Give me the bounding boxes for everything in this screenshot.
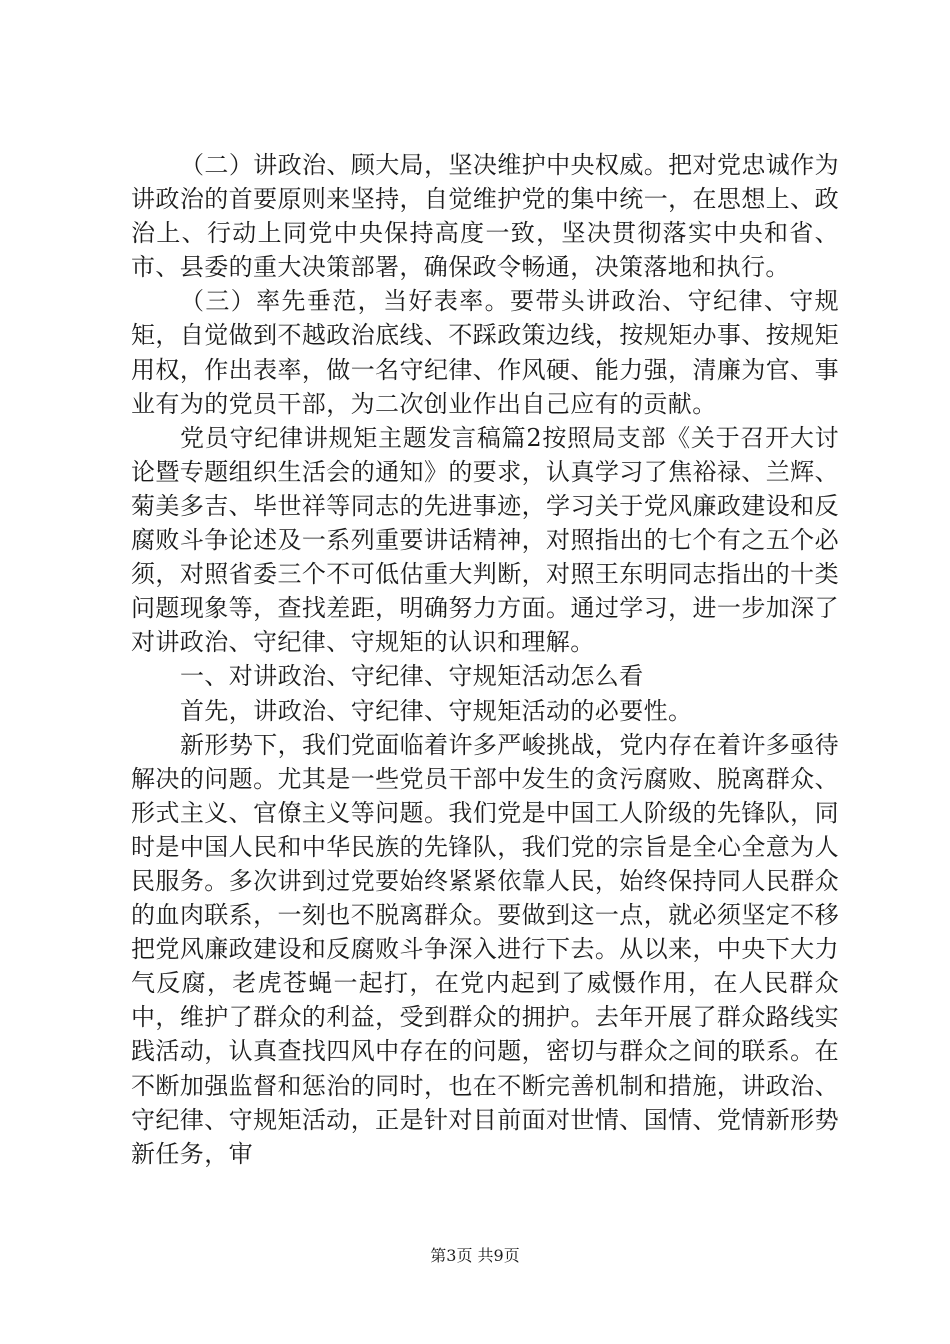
paragraph-speech-intro: 党员守纪律讲规矩主题发言稿篇2按照局支部《关于召开大讨论暨专题组织生活会的通知》的要求，认真学习了焦裕禄、兰辉、菊美多吉、毕世祥等同志的先进事迹，学习关于党风廉政建设和反腐败斗争论述及一系列重要讲话精神，对照指出的七个有之五个必须，对照省委三个不可低估重大判断，对照王东明同志指出的十类问题现象等，查找差距，明确努力方面。通过学习，进一步加深了对讲政治、守纪律、守规矩的认识和理解。 bbox=[131, 423, 839, 657]
paragraph-political-stance: （二）讲政治、顾大局，坚决维护中央权威。把对党忠诚作为讲政治的首要原则来坚持，自觉维护党的集中统一，在思想上、政治上、行动上同党中央保持高度一致，坚决贯彻落实中央和省、市、县委的重大决策部署，确保政令畅通，决策落地和执行。 bbox=[131, 151, 839, 282]
paragraph-necessity: 首先，讲政治、守纪律、守规矩活动的必要性。 bbox=[180, 696, 693, 725]
section-heading: 一、对讲政治、守纪律、守规矩活动怎么看 bbox=[180, 662, 644, 691]
paragraph-new-situation: 新形势下，我们党面临着许多严峻挑战，党内存在着许多亟待解决的问题。尤其是一些党员干部中发生的贪污腐败、脱离群众、形式主义、官僚主义等问题。我们党是中国工人阶级的先锋队，同时是中国人民和中华民族的先锋队，我们党的宗旨是全心全意为人民服务。多次讲到过党要始终紧紧依靠人民，始终保持同人民群众的血肉联系，一刻也不脱离群众。要做到这一点，就必须坚定不移把党风廉政建设和反腐败斗争深入进行下去。从以来，中央下大力气反腐，老虎苍蝇一起打，在党内起到了威慑作用，在人民群众中，维护了群众的利益，受到群众的拥护。去年开展了群众路线实践活动，认真查找四风中存在的问题，密切与群众之间的联系。在不断加强监督和惩治的同时，也在不断完善机制和措施，讲政治、守纪律、守规矩活动，正是针对目前面对世情、国情、党情新形势新任务，审 bbox=[131, 730, 839, 1168]
page-number-footer: 第3页 共9页 bbox=[430, 1246, 520, 1265]
paragraph-lead-by-example: （三）率先垂范，当好表率。要带头讲政治、守纪律、守规矩，自觉做到不越政治底线、不踩政策边线，按规矩办事、按规矩用权，作出表率，做一名守纪律、作风硬、能力强，清廉为官、事业有为的党员干部，为二次创业作出自己应有的贡献。 bbox=[131, 287, 839, 418]
document-body bbox=[131, 148, 839, 1171]
